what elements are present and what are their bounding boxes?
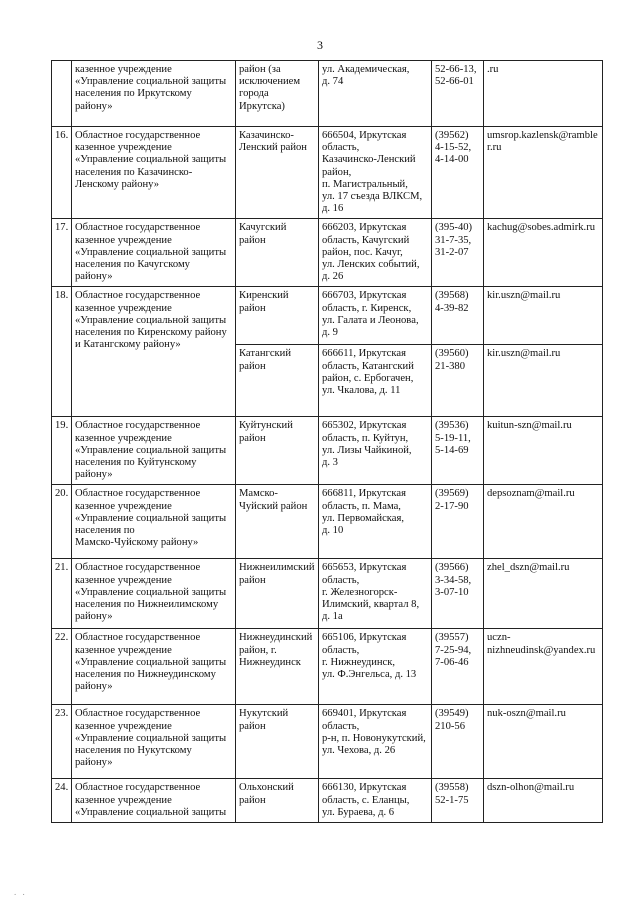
district-line: район bbox=[239, 720, 266, 732]
phone-line: (39566) bbox=[435, 562, 469, 574]
address bbox=[319, 345, 432, 417]
address bbox=[319, 629, 432, 705]
district-line: Нижнеудинский bbox=[239, 632, 313, 644]
phone bbox=[432, 629, 484, 705]
organization-name-line: Областное государственное bbox=[75, 562, 201, 574]
table-row bbox=[52, 127, 603, 219]
address-line: область, п. Мама, bbox=[322, 500, 401, 512]
organization-name bbox=[72, 127, 236, 219]
phone-line: 7-06-46 bbox=[435, 656, 469, 668]
organization-name-line: казенное учреждение bbox=[75, 142, 172, 154]
address-line: область, bbox=[322, 574, 360, 586]
organization-name-line: населения по Нижнеудинскому bbox=[75, 669, 216, 681]
address-line: область, Катангский bbox=[322, 360, 414, 372]
phone-line: 52-66-01 bbox=[435, 76, 474, 88]
table-row bbox=[52, 705, 603, 779]
district bbox=[236, 559, 319, 629]
district-line: Чуйский район bbox=[239, 500, 308, 512]
email-line: zhel_dszn@mail.ru bbox=[487, 562, 570, 574]
organization-name-line: населения по Нижнеилимскому bbox=[75, 599, 219, 611]
address-line: ул. Галата и Леоновa, bbox=[322, 314, 419, 326]
phone-line: 4-14-00 bbox=[435, 154, 469, 166]
district-line: Киренский bbox=[239, 290, 289, 302]
address-line: 666611, Иркутская bbox=[322, 348, 406, 360]
address-line: р-н, п. Новонукутский, bbox=[322, 732, 426, 744]
district-line: Ольхонский bbox=[239, 782, 294, 794]
district-line: район bbox=[239, 302, 266, 314]
organization-name-line: казенное учреждение bbox=[75, 64, 172, 75]
phone-line: 2-17-90 bbox=[435, 500, 469, 512]
email bbox=[484, 629, 603, 705]
email-line: uczn- bbox=[487, 632, 511, 644]
email-line: .ru bbox=[487, 64, 499, 75]
email bbox=[484, 559, 603, 629]
district bbox=[236, 629, 319, 705]
phone-line: 3-34-58, bbox=[435, 574, 472, 586]
address-line: 665302, Иркутская bbox=[322, 420, 407, 432]
phone-line: (39558) bbox=[435, 782, 469, 794]
organization-name-line: казенное учреждение bbox=[75, 574, 172, 586]
row-number bbox=[52, 61, 72, 127]
address bbox=[319, 219, 432, 287]
row-number: 16. bbox=[52, 127, 72, 219]
address-line: 669401, Иркутская bbox=[322, 708, 407, 720]
organization-name bbox=[72, 417, 236, 485]
address-line: ул. Бураева, д. 6 bbox=[322, 806, 395, 818]
organization-name-line: Областное государственное bbox=[75, 708, 201, 720]
address bbox=[319, 559, 432, 629]
address-line: д. 16 bbox=[322, 203, 344, 215]
address-line: д. 74 bbox=[322, 76, 344, 88]
address-line: ул. Лизы Чайкиной, bbox=[322, 444, 412, 456]
address-line: область, с. Еланцы, bbox=[322, 794, 410, 806]
district-line: Казачинско- bbox=[239, 130, 294, 141]
organization-name-line: Областное государственное bbox=[75, 488, 201, 500]
phone bbox=[432, 219, 484, 287]
district-line: район bbox=[239, 794, 266, 806]
district bbox=[236, 61, 319, 127]
organization-name-line: району» bbox=[75, 681, 113, 693]
phone-line: 5-19-11, bbox=[435, 432, 471, 444]
address-line: ул. 17 съезда ВЛКСМ, bbox=[322, 191, 423, 203]
address-line: область, bbox=[322, 142, 360, 154]
address-line: д. 1а bbox=[322, 611, 343, 623]
phone-line: (39560) bbox=[435, 348, 469, 360]
email-line: nuk-oszn@mail.ru bbox=[487, 708, 566, 720]
phone bbox=[432, 287, 484, 345]
organization-name-line: населения по Казачинско- bbox=[75, 166, 193, 178]
row-number: 21. bbox=[52, 559, 72, 629]
district bbox=[236, 287, 319, 345]
email-line: umsrop.kazlensk@rambler.ru bbox=[487, 130, 598, 154]
phone-line: 4-15-52, bbox=[435, 142, 472, 154]
address-line: область, bbox=[322, 720, 360, 732]
district-line: район bbox=[239, 432, 266, 444]
organization-name-line: району» bbox=[75, 100, 113, 112]
district-line: города bbox=[239, 88, 269, 100]
phone bbox=[432, 61, 484, 127]
address-line: ул. Чехова, д. 26 bbox=[322, 745, 396, 757]
address-line: ул. Академическая, bbox=[322, 64, 410, 75]
organization-name-line: району» bbox=[75, 757, 113, 769]
organization-name bbox=[72, 705, 236, 779]
phone-line: (39536) bbox=[435, 420, 469, 432]
phone bbox=[432, 705, 484, 779]
address-line: Казачинско-Ленский bbox=[322, 154, 416, 166]
address-line: 666811, Иркутская bbox=[322, 488, 406, 500]
organization-name-line: району» bbox=[75, 611, 113, 623]
district bbox=[236, 417, 319, 485]
address-line: г. Железногорск- bbox=[322, 586, 398, 598]
email-line: depsoznam@mail.ru bbox=[487, 488, 575, 500]
email-line: kachug@sobes.admirk.ru bbox=[487, 222, 596, 234]
email-line: kir.uszn@mail.ru bbox=[487, 348, 561, 360]
organization-name-line: Областное государственное bbox=[75, 782, 201, 794]
organization-name bbox=[72, 219, 236, 287]
organization-name-line: району» bbox=[75, 271, 113, 283]
organization-name-line: «Управление социальной защиты bbox=[75, 76, 227, 88]
phone bbox=[432, 417, 484, 485]
organization-name-line: «Управление социальной защиты bbox=[75, 512, 227, 524]
district bbox=[236, 485, 319, 559]
email bbox=[484, 417, 603, 485]
district-line: Катангский bbox=[239, 348, 292, 360]
table-row bbox=[52, 61, 603, 127]
phone bbox=[432, 559, 484, 629]
phone-line: (39569) bbox=[435, 488, 469, 500]
row-number: 17. bbox=[52, 219, 72, 287]
organization-name-line: «Управление социальной защиты bbox=[75, 154, 227, 166]
phone bbox=[432, 345, 484, 417]
phone-line: (39562) bbox=[435, 130, 469, 141]
phone bbox=[432, 779, 484, 823]
organization-name-line: населения по Куйтунскому bbox=[75, 457, 197, 469]
organization-name-line: населения по Качугскому bbox=[75, 259, 190, 271]
organization-name-line: казенное учреждение bbox=[75, 234, 172, 246]
address bbox=[319, 61, 432, 127]
organization-name-line: «Управление социальной защиты bbox=[75, 656, 227, 668]
organization-name-line: «Управление социальной защиты bbox=[75, 586, 227, 598]
phone bbox=[432, 485, 484, 559]
address-line: район, с. Ербогачен, bbox=[322, 372, 414, 384]
organization-name-line: населения по Нукутскому bbox=[75, 745, 192, 757]
table-row bbox=[52, 485, 603, 559]
district-line: Мамско- bbox=[239, 488, 278, 500]
district bbox=[236, 705, 319, 779]
address-line: область, bbox=[322, 644, 360, 656]
address-line: г. Нижнеудинск, bbox=[322, 656, 396, 668]
address-line: 666130, Иркутская bbox=[322, 782, 407, 794]
phone-line: (39549) bbox=[435, 708, 469, 720]
phone-line: (39568) bbox=[435, 290, 469, 302]
district-line: Куйтунский bbox=[239, 420, 293, 432]
address-line: район, bbox=[322, 166, 352, 178]
organization-name-line: населения по bbox=[75, 525, 135, 537]
district-line: район bbox=[239, 574, 266, 586]
table-row bbox=[52, 779, 603, 823]
phone-line: 3-07-10 bbox=[435, 586, 469, 598]
district-line: район bbox=[239, 234, 266, 246]
phone-line: 31-7-35, bbox=[435, 234, 472, 246]
organization-name-line: Областное государственное bbox=[75, 290, 201, 302]
address-line: 666504, Иркутская bbox=[322, 130, 407, 141]
organization-name-line: «Управление социальной защиты bbox=[75, 732, 227, 744]
address-line: д. 3 bbox=[322, 457, 338, 469]
organization-name bbox=[72, 61, 236, 127]
district bbox=[236, 127, 319, 219]
district-line: Нижнеудинск bbox=[239, 656, 301, 668]
table-row bbox=[52, 559, 603, 629]
phone-line: 52-66-13, bbox=[435, 64, 477, 75]
organization-name-line: Областное государственное bbox=[75, 632, 201, 644]
address bbox=[319, 417, 432, 485]
organization-name-line: Областное государственное bbox=[75, 222, 201, 234]
organization-name-line: Областное государственное bbox=[75, 420, 201, 432]
address bbox=[319, 485, 432, 559]
phone bbox=[432, 127, 484, 219]
table-row bbox=[52, 219, 603, 287]
district-line: Ленский район bbox=[239, 142, 307, 154]
district-line: Нукутский bbox=[239, 708, 289, 720]
address bbox=[319, 779, 432, 823]
phone-line: 7-25-94, bbox=[435, 644, 472, 656]
row-number: 22. bbox=[52, 629, 72, 705]
organization-name-line: Ленскому району» bbox=[75, 178, 160, 190]
address-line: 666203, Иркутская bbox=[322, 222, 407, 234]
address-line: область, Качугский bbox=[322, 234, 410, 246]
address bbox=[319, 287, 432, 345]
table-row bbox=[52, 287, 603, 345]
phone-line: (39557) bbox=[435, 632, 469, 644]
address-line: 665106, Иркутская bbox=[322, 632, 407, 644]
email-line: dszn-olhon@mail.ru bbox=[487, 782, 575, 794]
phone-line: (395-40) bbox=[435, 222, 473, 234]
organization-name-line: району» bbox=[75, 469, 113, 481]
address bbox=[319, 127, 432, 219]
organization-name-line: «Управление социальной защиты bbox=[75, 444, 227, 456]
row-number: 24. bbox=[52, 779, 72, 823]
email-line: kuitun-szn@mail.ru bbox=[487, 420, 572, 432]
organization-name bbox=[72, 629, 236, 705]
address-line: ул. Ленских событий, bbox=[322, 259, 420, 271]
district-line: Качугский bbox=[239, 222, 287, 234]
organization-name-line: казенное учреждение bbox=[75, 302, 172, 314]
address-line: район, пос. Качуг, bbox=[322, 246, 403, 258]
organization-name bbox=[72, 779, 236, 823]
row-number: 20. bbox=[52, 485, 72, 559]
address-line: 666703, Иркутская bbox=[322, 290, 407, 302]
address-line: 665653, Иркутская bbox=[322, 562, 407, 574]
row-number: 19. bbox=[52, 417, 72, 485]
district bbox=[236, 779, 319, 823]
email-line: kir.uszn@mail.ru bbox=[487, 290, 561, 302]
district bbox=[236, 219, 319, 287]
district-line: район (за bbox=[239, 64, 281, 75]
district-line: район, г. bbox=[239, 644, 277, 656]
district-line: район bbox=[239, 360, 266, 372]
district-line: Иркутска) bbox=[239, 100, 285, 112]
organization-name-line: казенное учреждение bbox=[75, 644, 172, 656]
address bbox=[319, 705, 432, 779]
address-line: д. 9 bbox=[322, 327, 338, 339]
address-line: д. 10 bbox=[322, 525, 344, 537]
organization-name-line: казенное учреждение bbox=[75, 500, 172, 512]
organization-name bbox=[72, 287, 236, 417]
email bbox=[484, 127, 603, 219]
table-row bbox=[52, 417, 603, 485]
organization-name bbox=[72, 559, 236, 629]
address-line: область, г. Киренск, bbox=[322, 302, 412, 314]
district-line: Нижнеилимский bbox=[239, 562, 315, 574]
row-number: 23. bbox=[52, 705, 72, 779]
email bbox=[484, 705, 603, 779]
email bbox=[484, 779, 603, 823]
organization-name bbox=[72, 485, 236, 559]
table-row bbox=[52, 629, 603, 705]
phone-line: 21-380 bbox=[435, 360, 466, 372]
organization-name-line: Областное государственное bbox=[75, 130, 201, 141]
district-line: исключением bbox=[239, 76, 301, 88]
address-line: п. Магистральный, bbox=[322, 178, 408, 190]
address-line: ул. Ф.Энгельса, д. 13 bbox=[322, 669, 417, 681]
address-line: д. 26 bbox=[322, 271, 344, 283]
organization-name-line: казенное учреждение bbox=[75, 794, 172, 806]
organization-name-line: населения по Киренскому району bbox=[75, 327, 227, 339]
organization-name-line: казенное учреждение bbox=[75, 432, 172, 444]
institutions-table bbox=[51, 60, 603, 823]
organization-name-line: «Управление социальной защиты bbox=[75, 314, 227, 326]
page-number: 3 bbox=[317, 38, 323, 52]
email bbox=[484, 61, 603, 127]
email-line: nizhneudinsk@yandex.ru bbox=[487, 644, 596, 656]
organization-name-line: «Управление социальной защиты bbox=[75, 806, 227, 818]
phone-line: 31-2-07 bbox=[435, 246, 469, 258]
address-line: ул. Первомайская, bbox=[322, 512, 405, 524]
organization-name-line: «Управление социальной защиты bbox=[75, 246, 227, 258]
address-line: Илимский, квартал 8, bbox=[322, 599, 420, 611]
address-line: ул. Чкалова, д. 11 bbox=[322, 385, 401, 397]
phone-line: 210-56 bbox=[435, 720, 466, 732]
organization-name-line: населения по Иркутскому bbox=[75, 88, 192, 100]
organization-name-line: казенное учреждение bbox=[75, 720, 172, 732]
email bbox=[484, 287, 603, 345]
email bbox=[484, 219, 603, 287]
organization-name-line: Мамско-Чуйскому району» bbox=[75, 537, 199, 549]
scan-artifact: . . bbox=[14, 887, 27, 897]
organization-name-line: и Катангскому району» bbox=[75, 339, 181, 351]
email bbox=[484, 485, 603, 559]
district bbox=[236, 345, 319, 417]
row-number: 18. bbox=[52, 287, 72, 417]
address-line: область, п. Куйтун, bbox=[322, 432, 409, 444]
phone-line: 4-39-82 bbox=[435, 302, 469, 314]
email bbox=[484, 345, 603, 417]
phone-line: 5-14-69 bbox=[435, 444, 469, 456]
phone-line: 52-1-75 bbox=[435, 794, 469, 806]
